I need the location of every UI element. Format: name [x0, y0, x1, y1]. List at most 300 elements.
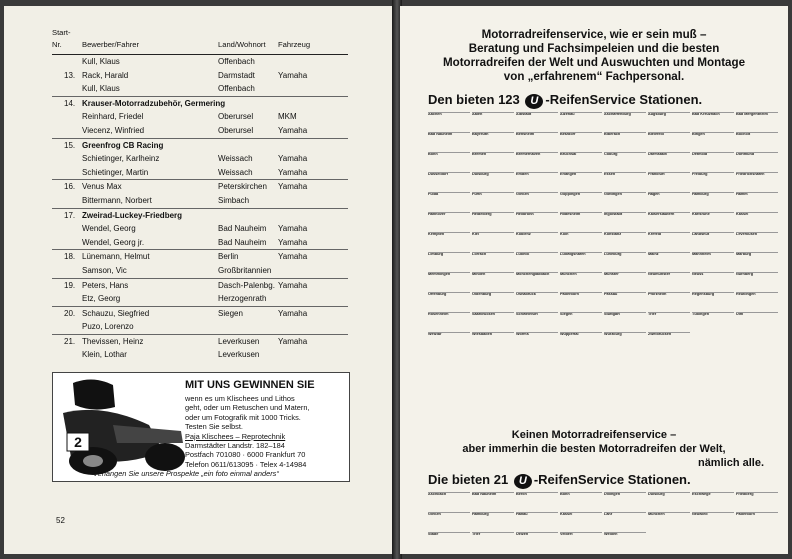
- station-city: Pforzheim: [648, 292, 667, 296]
- station-city: Darmstadt: [648, 152, 667, 156]
- entrant-name: Schietinger, Karlheinz: [82, 154, 160, 164]
- station-city: Wuppertal: [560, 332, 579, 336]
- ad-company: Paja Klischees – Reprotechnik: [185, 431, 286, 441]
- station-entry: [604, 292, 646, 311]
- station-entry: [736, 292, 778, 311]
- entrant-city: Oberursel: [218, 112, 254, 122]
- station-city: Limburg: [428, 252, 444, 256]
- entrant-name: Venus Max: [82, 182, 122, 192]
- station-city: Bad Nauheim: [428, 132, 453, 136]
- ad-footer: Verlangen Sie unsere Prospekte „ein foto einmal anders“: [93, 469, 279, 478]
- station-city: Gießen: [516, 192, 529, 196]
- entrant-city: Offenbach: [218, 57, 255, 66]
- entrant-city: Darmstadt: [218, 70, 255, 80]
- station-entry: [560, 512, 602, 531]
- table-header: [52, 24, 348, 55]
- station-entry: [692, 112, 734, 131]
- station-city: Erlangen: [560, 172, 577, 176]
- station-entry: [516, 332, 558, 351]
- entry-row: [52, 222, 348, 236]
- station-city: Bad Kreuznach: [692, 112, 720, 116]
- station-entry: [516, 252, 558, 271]
- station-city: Weiden: [604, 532, 618, 536]
- station-city: Eschwege: [692, 492, 711, 496]
- station-city: Regensburg: [692, 292, 715, 296]
- entrant-bike: Yamaha: [278, 182, 308, 192]
- headline-line: Motorradreifenservice, wie er sein muß –: [481, 28, 707, 41]
- section-pre: Den bieten 123: [428, 92, 520, 107]
- station-city: Dillingen: [604, 492, 621, 496]
- station-entry: [692, 212, 734, 231]
- station-city: Krefeld: [648, 232, 662, 236]
- entrant-name: Samson, Vic: [82, 265, 127, 275]
- station-entry: [428, 532, 470, 551]
- entry-row: [52, 110, 348, 124]
- station-entry: [736, 112, 778, 131]
- entrant-city: Bad Nauheim: [218, 237, 267, 247]
- station-entry: [736, 232, 778, 251]
- station-entry: [516, 132, 558, 151]
- station-entry: [604, 332, 646, 351]
- station-city: Kassel: [736, 212, 749, 216]
- station-city: Lüneburg: [604, 252, 622, 256]
- station-entry: [604, 492, 646, 511]
- station-entry: [648, 292, 690, 311]
- entrant-name: Schietinger, Martin: [82, 167, 149, 177]
- station-city: Kaiserslautern: [648, 212, 675, 216]
- station-city: Köln: [560, 232, 569, 236]
- station-entry: [428, 252, 470, 271]
- station-entry: [428, 332, 470, 351]
- station-city: Velbert: [560, 532, 573, 536]
- station-city: München: [560, 272, 577, 276]
- ad-title: MIT UNS GEWINNEN SIE: [185, 379, 315, 391]
- station-city: Bremen: [472, 152, 487, 156]
- station-city: Göppingen: [560, 192, 581, 196]
- header-name: Bewerber/Fahrer: [82, 40, 139, 49]
- station-city: Wiesbaden: [472, 332, 493, 336]
- section-title-1: [428, 92, 702, 109]
- ad-phone: Telefon 0611/613095 · Telex 4-14984: [185, 459, 307, 469]
- station-city: Leverkusen: [736, 232, 758, 236]
- station-city: Biberach: [604, 132, 621, 136]
- station-city: Bremerhaven: [516, 152, 541, 156]
- entrant-name: Lünemann, Helmut: [82, 252, 150, 262]
- station-city: Wetzlar: [428, 332, 442, 336]
- station-entry: [472, 512, 514, 531]
- station-entry: [692, 272, 734, 291]
- station-city: Neuwied: [692, 512, 708, 516]
- station-entry: [472, 292, 514, 311]
- station-entry: [648, 112, 690, 131]
- station-city: Friedrichshafen: [736, 172, 765, 176]
- entrant-name: Thevissen, Heinz: [82, 336, 144, 346]
- headline-line: Motorradreifen der Welt und Auswuchten und Montage: [442, 56, 746, 69]
- station-entry: [428, 212, 470, 231]
- station-city: Neuss: [692, 272, 704, 276]
- station-city: Hannover: [428, 212, 446, 216]
- station-city: Heilbronn: [516, 212, 534, 216]
- station-entry: [648, 272, 690, 291]
- bike-number: 2: [74, 434, 82, 450]
- station-entry: [604, 212, 646, 231]
- station-entry: [428, 492, 470, 511]
- station-entry: [560, 332, 602, 351]
- station-entry: [516, 112, 558, 131]
- station-entry: [516, 512, 558, 531]
- station-city: Ludwigshafen: [560, 252, 586, 256]
- left-page: [4, 6, 394, 554]
- station-entry: [604, 132, 646, 151]
- station-city: Duisburg: [648, 492, 665, 496]
- station-entry: [472, 312, 514, 331]
- start-number: 20.: [64, 308, 76, 318]
- station-entry: [516, 232, 558, 251]
- station-city: Memmingen: [428, 272, 451, 276]
- station-city: Fulda: [428, 192, 439, 196]
- station-city: Rosenheim: [428, 312, 449, 316]
- station-city: Alzenau: [560, 112, 575, 116]
- station-city: Bensheim: [516, 132, 535, 136]
- ad-address: Darmstädter Landstr. 182–184: [185, 441, 285, 451]
- station-entry: [560, 192, 602, 211]
- station-entry: [428, 132, 470, 151]
- station-city: Siegen: [560, 312, 573, 316]
- headline-2: [406, 428, 782, 470]
- entrant-bike: Yamaha: [278, 280, 308, 290]
- station-entry: [472, 172, 514, 191]
- station-city: Würzburg: [604, 332, 622, 336]
- station-entry: [472, 332, 514, 351]
- entrant-name: Peters, Hans: [82, 280, 129, 290]
- entrant-bike: Yamaha: [278, 125, 308, 135]
- entrant-name: Etz, Georg: [82, 294, 121, 304]
- header-start: Start-: [52, 28, 71, 37]
- entrant-city: Siegen: [218, 308, 243, 318]
- station-city: Duisburg: [472, 172, 489, 176]
- station-city: Schweinfurt: [516, 312, 538, 316]
- entry-row: [52, 194, 348, 209]
- station-city: Worms: [516, 332, 529, 336]
- station-city: Friedberg: [736, 492, 754, 496]
- station-city: Neumünster: [648, 272, 671, 276]
- entrant-name: Klein, Lothar: [82, 350, 127, 360]
- station-city: Coburg: [604, 152, 618, 156]
- station-city: Düsseldorf: [428, 172, 448, 176]
- station-entry: [736, 212, 778, 231]
- right-page: [400, 6, 788, 554]
- station-entry: [736, 312, 778, 331]
- station-list-1: [428, 112, 778, 351]
- entrant-city: Weissach: [218, 167, 253, 177]
- station-city: Nürnberg: [736, 272, 754, 276]
- entry-row: [52, 166, 348, 181]
- station-entry: [472, 492, 514, 511]
- station-entry: [692, 152, 734, 171]
- station-city: Aschbach: [428, 492, 447, 496]
- start-number: 17.: [64, 210, 76, 220]
- station-city: Bad Nauheim: [472, 492, 497, 496]
- station-city: Kassel: [560, 512, 573, 516]
- station-entry: [648, 132, 690, 151]
- station-entry: [648, 212, 690, 231]
- station-entry: [516, 172, 558, 191]
- station-entry: [736, 512, 778, 531]
- station-entry: [604, 532, 646, 551]
- station-entry: [604, 232, 646, 251]
- entry-row: [52, 292, 348, 307]
- station-entry: [692, 512, 734, 531]
- ad-line: geht, oder um Retuschen und Matern,: [185, 403, 310, 413]
- station-entry: [428, 292, 470, 311]
- entrant-name: Krauser-Motorradzubehör, Germering: [82, 98, 226, 108]
- station-city: Gießen: [428, 512, 441, 516]
- entry-row: [52, 124, 348, 139]
- entrant-city: Leverkusen: [218, 350, 260, 360]
- entrant-city: Dasch-Palenbg.: [218, 280, 275, 290]
- station-city: Paderborn: [736, 512, 755, 516]
- station-entry: [692, 492, 734, 511]
- station-city: Aachen: [428, 112, 442, 116]
- entry-row: [52, 335, 348, 349]
- entrant-city: Simbach: [218, 195, 250, 205]
- station-entry: [428, 232, 470, 251]
- station-entry: [604, 112, 646, 131]
- entrant-name: Greenfrog CB Racing: [82, 140, 164, 150]
- headline2-line: nämlich alle.: [697, 457, 764, 469]
- station-city: Reutlingen: [736, 292, 756, 296]
- station-city: Essen: [604, 172, 616, 176]
- headline-line: Beratung und Fachsimpeleien und die besten: [468, 42, 720, 55]
- station-city: Hanau: [516, 512, 528, 516]
- station-entry: [604, 272, 646, 291]
- station-entry: [692, 312, 734, 331]
- entry-row: [52, 152, 348, 166]
- station-entry: [472, 252, 514, 271]
- station-entry: [428, 512, 470, 531]
- station-city: Konstanz: [604, 232, 622, 236]
- section-title-2: [428, 472, 691, 489]
- section-pre: Die bieten 21: [428, 472, 509, 487]
- station-entry: [516, 212, 558, 231]
- start-number: 13.: [64, 70, 76, 80]
- station-entry: [736, 252, 778, 271]
- ad-postbox: Postfach 701080 · 6000 Frankfurt 70: [185, 450, 306, 460]
- station-entry: [604, 172, 646, 191]
- station-city: Göttingen: [604, 192, 622, 196]
- start-number: 15.: [64, 140, 76, 150]
- station-city: Hamm: [736, 192, 748, 196]
- ad-text: [185, 379, 347, 469]
- station-city: Offenburg: [428, 292, 447, 296]
- reifenservice-logo-icon: U: [514, 474, 532, 489]
- station-entry: [736, 492, 778, 511]
- station-city: Betzdorf: [560, 132, 576, 136]
- entry-row: [52, 264, 348, 279]
- ad-line: wenn es um Klischees und Lithos: [185, 394, 295, 403]
- entry-row: [52, 307, 348, 321]
- station-city: Münster: [604, 272, 619, 276]
- racer-photo: [53, 373, 193, 481]
- station-city: Ingolstadt: [604, 212, 623, 216]
- entrant-city: Weissach: [218, 154, 253, 164]
- station-city: Stuttgart: [604, 312, 620, 316]
- station-city: Detmold: [692, 152, 708, 156]
- station-entry: [560, 232, 602, 251]
- station-entry: [428, 172, 470, 191]
- reifenservice-logo-icon: U: [525, 94, 543, 109]
- entry-row: [52, 69, 348, 83]
- station-entry: [560, 272, 602, 291]
- station-entry: [428, 272, 470, 291]
- entrant-bike: Yamaha: [278, 252, 308, 262]
- entrant-name: Schauzu, Siegfried: [82, 308, 150, 318]
- table-body: [52, 55, 348, 362]
- station-city: München: [648, 512, 665, 516]
- section-post: -ReifenService Stationen.: [533, 472, 691, 487]
- station-entry: [560, 112, 602, 131]
- entry-row: [52, 82, 348, 97]
- station-entry: [648, 312, 690, 331]
- station-city: Emden: [516, 172, 529, 176]
- entrant-name: Viecenz, Winfried: [82, 125, 145, 135]
- station-entry: [516, 312, 558, 331]
- entrant-bike: Yamaha: [278, 154, 308, 164]
- station-city: Koblenz: [516, 232, 531, 236]
- station-city: Bayreuth: [472, 132, 489, 136]
- station-entry: [692, 132, 734, 151]
- station-city: Mainz: [648, 252, 659, 256]
- entrant-city: Herzogenrath: [218, 294, 267, 304]
- station-city: Hagen: [648, 192, 660, 196]
- station-city: Passau: [604, 292, 618, 296]
- section-post: -ReifenService Stationen.: [545, 92, 703, 107]
- header-city: Land/Wohnort: [218, 40, 266, 49]
- station-entry: [736, 152, 778, 171]
- station-city: Hamburg: [472, 512, 489, 516]
- station-entry: [428, 152, 470, 171]
- station-entry: [472, 272, 514, 291]
- station-entry: [472, 152, 514, 171]
- station-entry: [736, 272, 778, 291]
- station-entry: [604, 152, 646, 171]
- station-entry: [692, 192, 734, 211]
- station-entry: [560, 212, 602, 231]
- start-number: 19.: [64, 280, 76, 290]
- team-row: [52, 97, 348, 111]
- station-city: Lahr: [604, 512, 613, 516]
- station-entry: [516, 272, 558, 291]
- station-city: Hildesheim: [560, 212, 581, 216]
- station-city: Minden: [472, 272, 486, 276]
- headline2-line: aber immerhin die besten Motorradreifen der Welt,: [462, 443, 726, 455]
- entry-row: [52, 320, 348, 335]
- entrant-name: Zweirad-Luckey-Friedberg: [82, 210, 183, 220]
- entry-row: [52, 250, 348, 264]
- entrant-bike: Yamaha: [278, 237, 308, 247]
- entrant-bike: Yamaha: [278, 336, 308, 346]
- station-entry: [648, 492, 690, 511]
- entry-row: [52, 279, 348, 293]
- entrant-city: Berlin: [218, 252, 239, 262]
- station-city: Lübeck: [516, 252, 530, 256]
- station-entry: [472, 532, 514, 551]
- station-entry: [516, 492, 558, 511]
- station-entry: [560, 152, 602, 171]
- entrant-bike: Yamaha: [278, 308, 308, 318]
- station-entry: [428, 192, 470, 211]
- station-city: Mönchengladbach: [516, 272, 550, 276]
- station-entry: [648, 172, 690, 191]
- station-city: Heidelberg: [472, 212, 492, 216]
- station-entry: [560, 492, 602, 511]
- station-city: Augsburg: [648, 112, 666, 116]
- station-entry: [560, 252, 602, 271]
- station-city: Bielefeld: [648, 132, 664, 136]
- station-entry: [648, 192, 690, 211]
- station-city: Berlin: [516, 492, 527, 496]
- station-entry: [560, 172, 602, 191]
- station-city: Bocholt: [736, 132, 751, 136]
- station-entry: [648, 252, 690, 271]
- station-city: Marburg: [736, 252, 752, 256]
- start-number: 21.: [64, 336, 76, 346]
- headline: [406, 28, 782, 84]
- entrant-bike: Yamaha: [278, 224, 308, 234]
- station-city: Uelzen: [516, 532, 529, 536]
- station-city: Trier: [648, 312, 657, 316]
- station-city: Landshut: [692, 232, 710, 236]
- station-city: Bruchsal: [560, 152, 577, 156]
- entrant-bike: MKM: [278, 112, 297, 122]
- station-entry: [604, 192, 646, 211]
- station-city: Mannheim: [692, 252, 711, 256]
- entry-row: [52, 348, 348, 362]
- station-city: Bingen: [692, 132, 705, 136]
- station-entry: [516, 192, 558, 211]
- station-entry: [472, 192, 514, 211]
- station-city: Lörrach: [472, 252, 487, 256]
- station-entry: [516, 292, 558, 311]
- entrant-city: Leverkusen: [218, 336, 260, 346]
- station-city: Stade: [428, 532, 439, 536]
- station-city: Ulm: [736, 312, 744, 316]
- station-entry: [604, 512, 646, 531]
- station-city: Zweibrücken: [648, 332, 672, 336]
- entrant-bike: Yamaha: [278, 167, 308, 177]
- entrant-name: Bittermann, Norbert: [82, 195, 152, 205]
- station-entry: [560, 532, 602, 551]
- entry-table: [52, 24, 348, 362]
- entrant-name: Rack, Harald: [82, 70, 129, 80]
- station-entry: [604, 312, 646, 331]
- station-entry: [648, 512, 690, 531]
- station-city: Aalen: [472, 112, 483, 116]
- station-city: Hamburg: [692, 192, 709, 196]
- entry-row: [52, 55, 348, 69]
- station-entry: [472, 232, 514, 251]
- start-number: 14.: [64, 98, 76, 108]
- station-entry: [560, 292, 602, 311]
- station-entry: [648, 152, 690, 171]
- station-entry: [648, 232, 690, 251]
- station-entry: [736, 192, 778, 211]
- station-city: Freiburg: [692, 172, 708, 176]
- team-row: [52, 209, 348, 223]
- station-entry: [692, 252, 734, 271]
- station-city: Fürth: [472, 192, 482, 196]
- station-entry: [692, 172, 734, 191]
